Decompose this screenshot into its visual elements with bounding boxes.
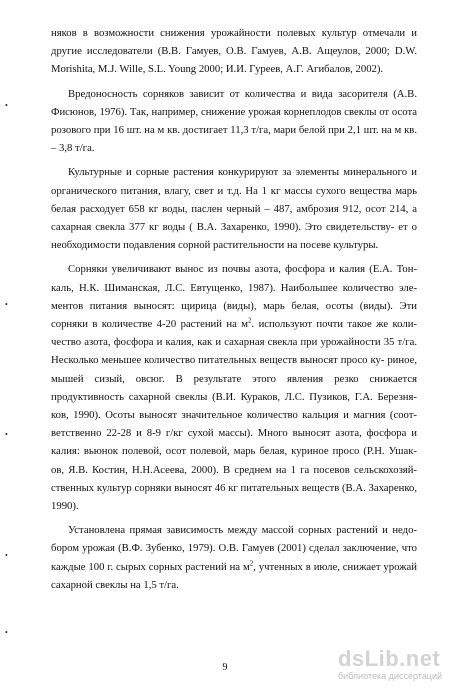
paragraph-1-line-3: Morishita, M.J. Wille, S.L. Young 2000; И.И. Гуреев, А.Г. Агибалов, 2002).: [51, 63, 384, 76]
paragraph-3-line-5: ет о необходимости подавления сорной растительности на посеве культуры.: [51, 221, 418, 252]
paragraph-3-line-3: марь белая расходует 658 кг воды, паслен черный – 487, амброзия 912, осот: [51, 184, 417, 215]
paragraph-4-line-9: ков, 1990). Осоты выносят значительное количество кальция и магния (соот-: [51, 409, 417, 422]
margin-bullet-mark: •: [5, 551, 8, 560]
paragraph-5-line-2: бором урожая (В.Ф. Зубенко, 1979). О.В. Гамуев (2001) сделал заключение,: [51, 542, 399, 555]
paragraph-4-line-8: продуктивность сахарной свеклы (В.И. Кураков, Л.С. Пузиков, Г.А. Березня-: [51, 390, 417, 403]
paragraph-4-line-13: ственных культур сорняки выносят 46 кг питательных веществ (В.А.: [51, 481, 366, 494]
paragraph-4: [51, 260, 417, 515]
superscript-2: 2: [249, 559, 254, 568]
paragraph-4-line-7: риное, мышей сизый, овсюг. В результате этого явления резко снижается: [51, 354, 418, 385]
page-number: 9: [222, 662, 228, 673]
paragraph-4-line-4: сорняки в количестве 4-20 растений на м: [51, 318, 249, 331]
paragraph-4-line-3: ментов питания выносят: щирица (виды), марь белая, осоты (виды). Эти: [51, 299, 417, 312]
paragraph-2-line-2: Фисюнов, 1976). Так, например, снижение урожая корнеплодов свеклы от: [51, 105, 390, 118]
margin-bullet-mark: •: [5, 430, 8, 439]
margin-bullet-mark: •: [5, 101, 8, 110]
paragraph-4-line-14: Захаренко, 1990).: [51, 481, 417, 513]
margin-bullet-mark: •: [5, 628, 8, 637]
paragraph-2-line-1: Вредоносность сорняков зависит от количества и вида засорителя (А.В.: [68, 87, 417, 100]
paragraph-2: [51, 85, 417, 158]
paragraph-5: [51, 521, 417, 594]
paragraph-3-line-4: 214, а сахарная свекла 377 кг воды ( В.А. Захаренко, 1990). Это свидетельству-: [51, 202, 417, 234]
paragraph-2-line-4: на м кв. – 3,8 т/га.: [51, 124, 418, 155]
paragraph-5-line-1: Установлена прямая зависимость между массой сорных растений и недо-: [68, 524, 417, 537]
paragraph-3-line-2: и органического питания, влагу, свет и т.д. На 1 кг массы сухого вещества: [51, 166, 417, 197]
paragraph-4-line-10: ветственно 22-28 и 8-9 г/кг сухой массы). Много выносят азота, фосфора и: [51, 427, 417, 440]
paragraph-5-line-3-tail: , учтенных в июле, снижает: [253, 560, 381, 573]
paragraph-3-line-1: Культурные и сорные растения конкурируют за элементы минерального: [68, 166, 408, 179]
paragraph-4-line-1: Сорняки увеличивают вынос из почвы азота, фосфора и калия (Е.А. Тон-: [68, 263, 417, 276]
paragraph-1: [51, 24, 417, 79]
watermark-subtitle: библиотека диссертаций: [337, 671, 442, 681]
paragraph-4-line-5: чество азота, фосфора и калия, как и сахарная свекла при урожайности 35: [51, 336, 395, 349]
paragraph-4-line-2: каль, Н.К. Шиманская, Л.С. Евтущенко, 1987). Наибольшее количество эле-: [51, 281, 417, 294]
margin-bullet-mark: •: [5, 300, 8, 309]
paragraph-4-line-4-tail: . используют почти такое же коли-: [251, 318, 417, 331]
paragraph-5-line-4: урожай сахарной свеклы на 1,5 т/га.: [51, 560, 418, 591]
paragraph-3: [51, 163, 417, 254]
watermark-title: dsLib.net: [337, 646, 441, 671]
superscript-2: 2: [248, 316, 252, 325]
paragraph-2-line-3: осота розового при 16 шт. на м кв. достигает 11,3 т/га, мари белой при 2,1 шт.: [51, 105, 418, 137]
paragraph-4-line-11: калия: вьюнок полевой, осот полевой, марь белая, куриное просо (Р.Н. Ушак-: [51, 445, 417, 458]
paragraph-4-line-6: т/га. Несколько меньшее количество питательных веществ выносят просо ку-: [51, 336, 417, 367]
paragraph-5-line-3: что каждые 100 г. сырых сорных растений на м: [51, 542, 418, 573]
document-body: [51, 24, 417, 594]
paragraph-1-line-1: няков в возможности снижения урожайности полевых культур отмечали и: [51, 27, 417, 39]
paragraph-4-line-12: ов, Я.В. Костин, Н.Н.Асеева, 2000). В среднем на 1 га посевов сельскохозяй-: [51, 463, 417, 476]
paragraph-1-line-2: другие исследователи (В.В. Гамуев, О.В. Гамуев, А.В. Ащеулов, 2000; D.W.: [51, 45, 417, 58]
watermark-logo[interactable]: [338, 647, 442, 682]
